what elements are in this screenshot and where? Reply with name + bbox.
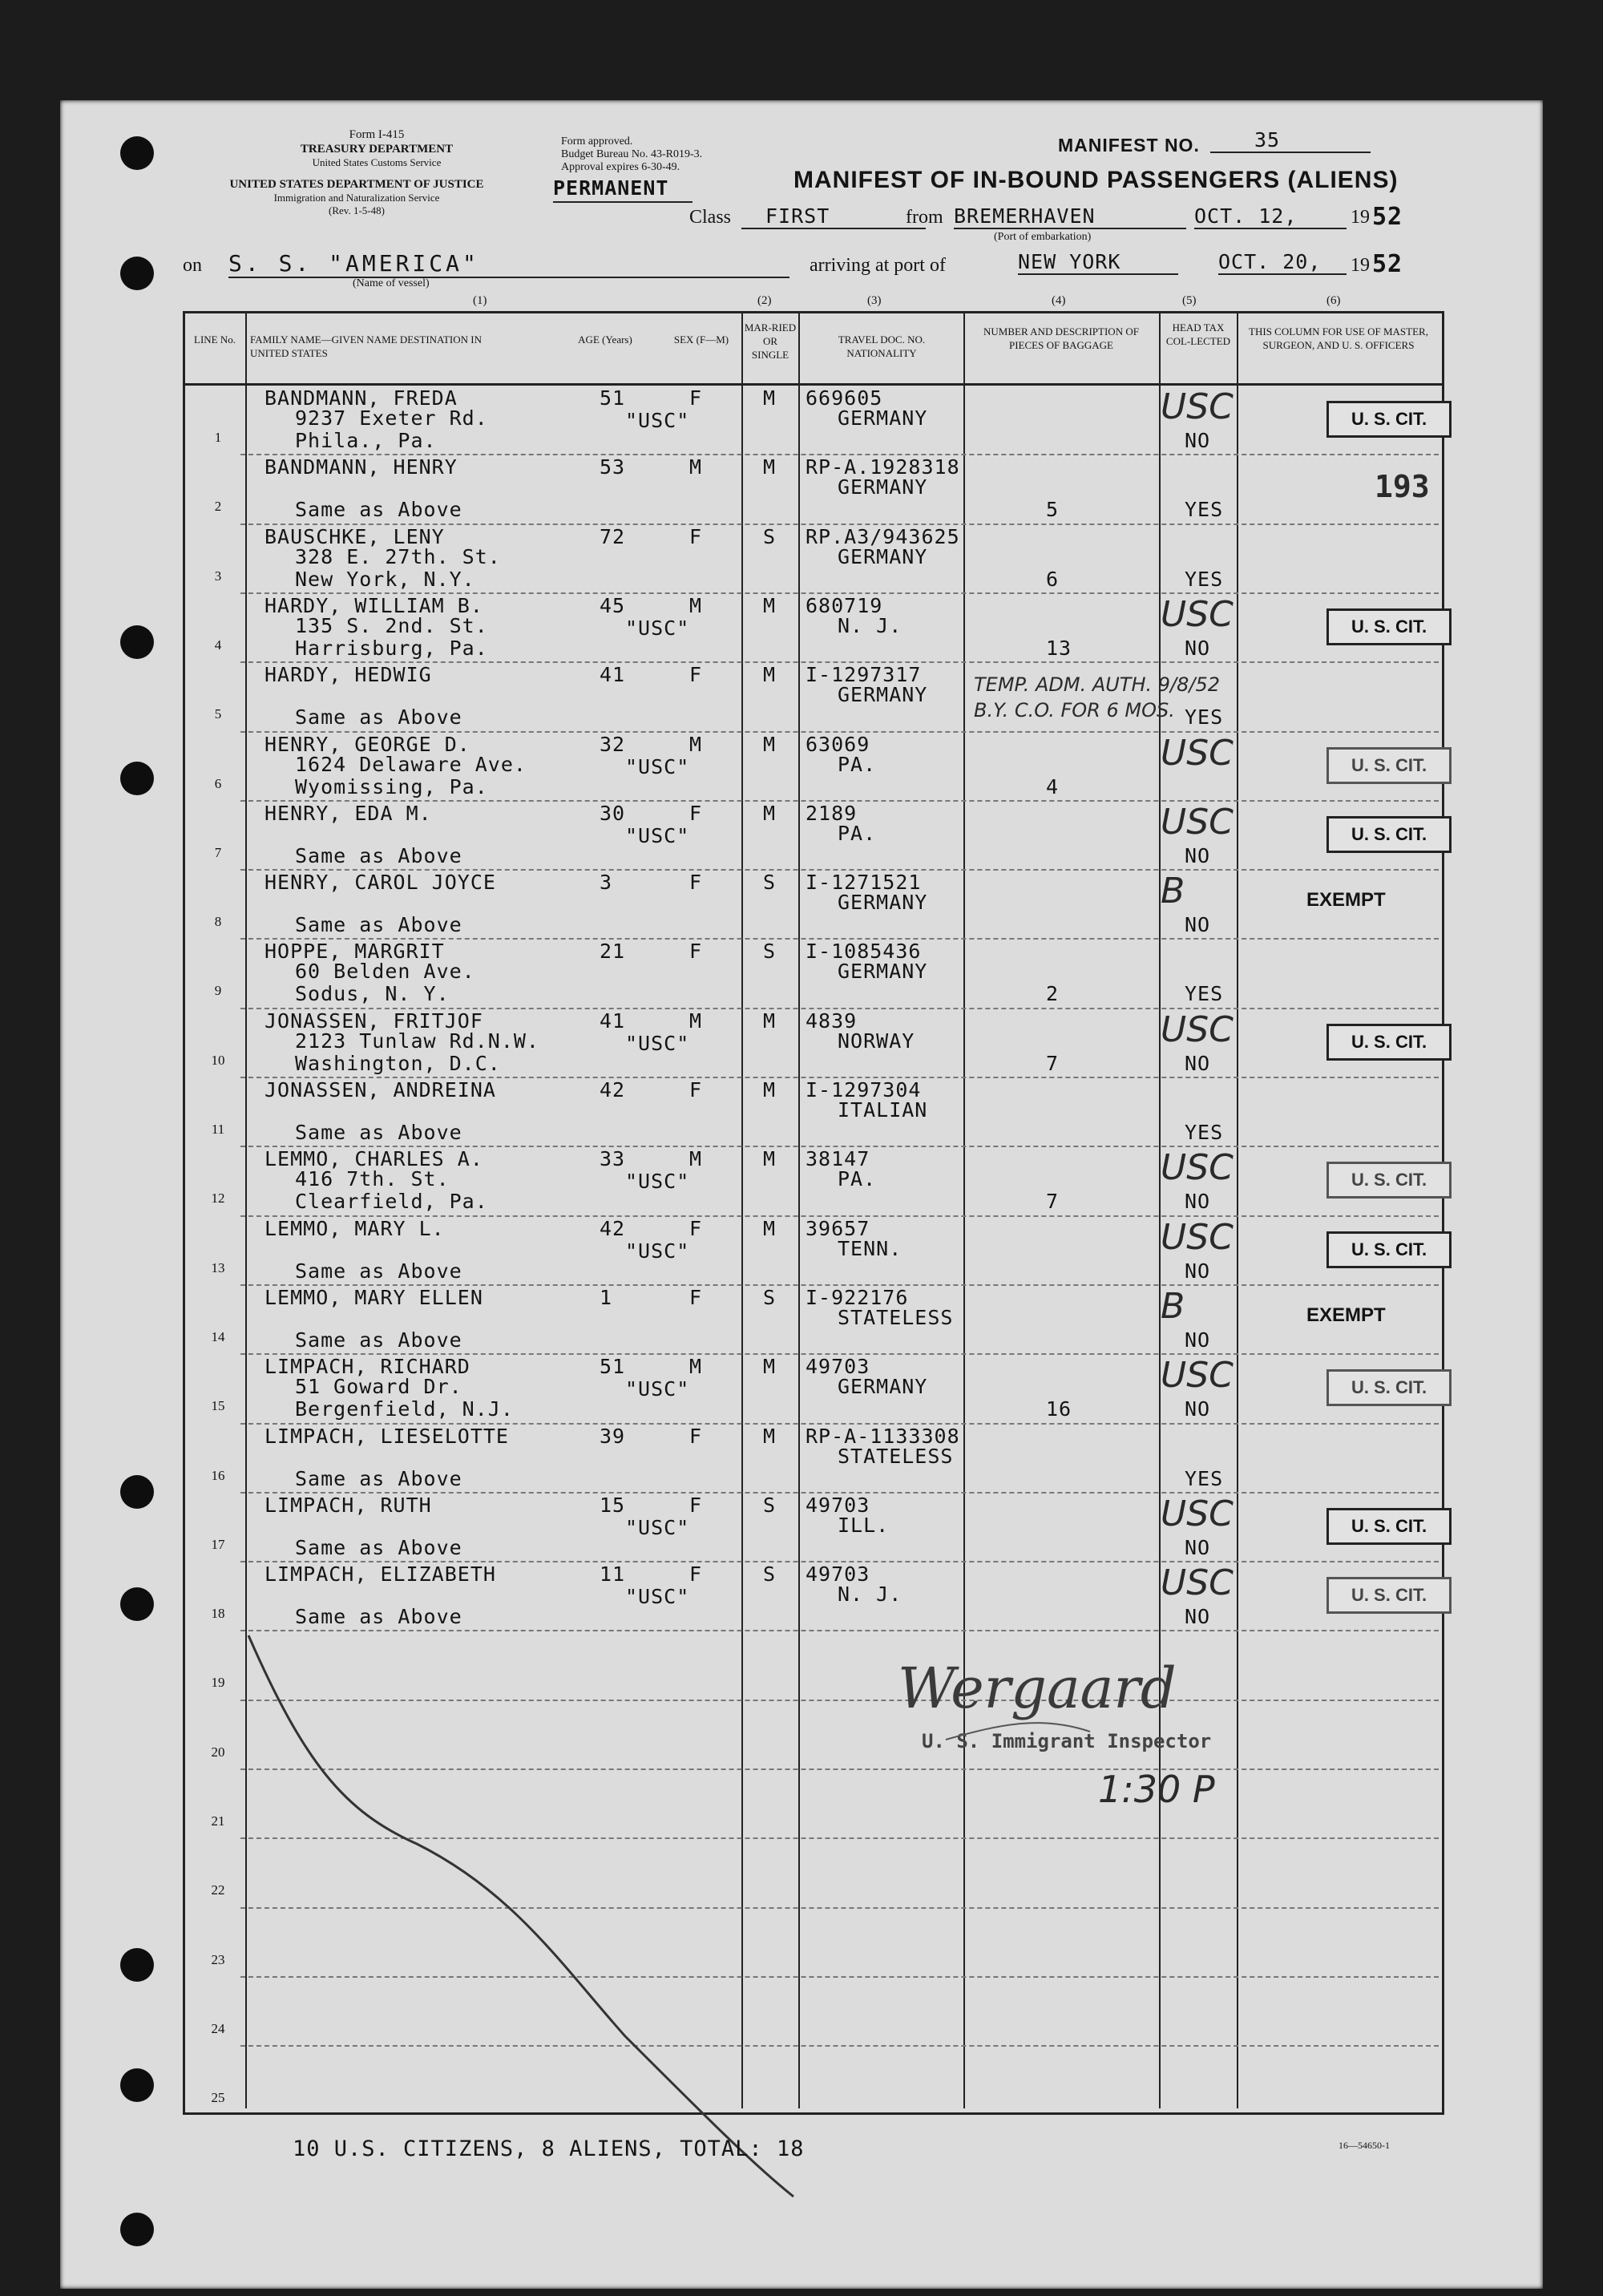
inspector-signature: Wergaard bbox=[898, 1655, 1177, 1721]
passenger-destination: New York, N.Y. bbox=[295, 567, 475, 591]
manifest-number-value: 35 bbox=[1254, 128, 1281, 152]
head-tax: NO bbox=[1185, 1535, 1211, 1559]
passenger-age: 15 bbox=[600, 1493, 626, 1517]
usc-marker: "USC" bbox=[625, 1515, 690, 1539]
passenger-sex: F bbox=[689, 1078, 703, 1102]
line-number: 24 bbox=[211, 2020, 225, 2036]
passenger-destination: Harrisburg, Pa. bbox=[295, 636, 488, 660]
time-note: 1:30 P bbox=[1098, 1768, 1215, 1811]
vessel-name: S. S. "AMERICA" bbox=[228, 250, 789, 278]
passenger-address: 416 7th. St. bbox=[295, 1167, 450, 1191]
us-citizen-stamp: U. S. CIT. bbox=[1326, 401, 1452, 438]
passenger-address: 328 E. 27th. St. bbox=[295, 544, 501, 568]
usc-marker: "USC" bbox=[625, 823, 690, 847]
passenger-address: 60 Belden Ave. bbox=[295, 960, 475, 984]
nationality: GERMANY bbox=[838, 891, 928, 915]
handwritten-mark: USC bbox=[1161, 732, 1234, 774]
line-number: 19 bbox=[211, 1675, 225, 1691]
col-num-6: (6) bbox=[1326, 294, 1341, 307]
passenger-destination: Same as Above bbox=[295, 1328, 462, 1352]
class-value: FIRST bbox=[741, 204, 926, 229]
passenger-destination: Same as Above bbox=[295, 1259, 462, 1283]
line-number: 4 bbox=[214, 637, 222, 653]
handwritten-mark: USC bbox=[1161, 1493, 1234, 1534]
nationality: GERMANY bbox=[838, 683, 928, 707]
baggage-count: 6 bbox=[1046, 567, 1060, 591]
travel-doc-number: 2189 bbox=[806, 801, 858, 825]
marital-status: M bbox=[763, 1147, 777, 1171]
passenger-age: 51 bbox=[600, 1355, 626, 1379]
col-num-5: (5) bbox=[1182, 294, 1197, 307]
header-age: AGE (Years) bbox=[578, 333, 632, 346]
baggage-count: 4 bbox=[1046, 774, 1060, 798]
head-tax: NO bbox=[1185, 1328, 1211, 1352]
passenger-sex: M bbox=[689, 1355, 703, 1379]
vessel-caption: (Name of vessel) bbox=[353, 277, 430, 289]
travel-doc-number: 49703 bbox=[806, 1562, 870, 1587]
travel-doc-number: RP-A.1928318 bbox=[806, 455, 960, 479]
passenger-summary: 10 U.S. CITIZENS, 8 ALIENS, TOTAL: 18 bbox=[293, 2136, 805, 2161]
nationality: GERMANY bbox=[838, 960, 928, 984]
nationality: GERMANY bbox=[838, 544, 928, 568]
passenger-destination: Clearfield, Pa. bbox=[295, 1190, 488, 1214]
nationality: PA. bbox=[838, 1167, 877, 1191]
travel-doc-number: 680719 bbox=[806, 593, 883, 617]
passenger-age: 72 bbox=[600, 524, 626, 548]
passenger-name: LIMPACH, RUTH bbox=[264, 1493, 432, 1517]
passenger-sex: F bbox=[689, 1424, 703, 1448]
passenger-sex: F bbox=[689, 1562, 703, 1587]
baggage-count: 7 bbox=[1046, 1051, 1060, 1075]
passenger-sex: M bbox=[689, 1147, 703, 1171]
marital-status: M bbox=[763, 1355, 777, 1379]
passenger-sex: F bbox=[689, 663, 703, 687]
passenger-destination: Same as Above bbox=[295, 705, 462, 730]
passenger-sex: F bbox=[689, 801, 703, 825]
passenger-sex: M bbox=[689, 593, 703, 617]
ins-service: Immigration and Naturalization Service bbox=[273, 192, 440, 204]
nationality: TENN. bbox=[838, 1236, 902, 1260]
handwritten-mark: USC bbox=[1161, 1216, 1234, 1258]
header-line-no: LINE No. bbox=[194, 333, 236, 346]
passenger-age: 42 bbox=[600, 1216, 626, 1240]
marital-status: M bbox=[763, 663, 777, 687]
passenger-destination: Bergenfield, N.J. bbox=[295, 1397, 514, 1421]
passenger-name: HARDY, WILLIAM B. bbox=[264, 593, 483, 617]
baggage-count: 2 bbox=[1046, 982, 1060, 1006]
justice-dept: UNITED STATES DEPARTMENT OF JUSTICE bbox=[229, 178, 484, 191]
treasury-dept: TREASURY DEPARTMENT bbox=[300, 143, 454, 156]
line-number: 10 bbox=[211, 1052, 225, 1068]
line-number: 11 bbox=[211, 1122, 225, 1137]
handwritten-mark: USC bbox=[1161, 1147, 1234, 1189]
passenger-address: 1624 Delaware Ave. bbox=[295, 752, 527, 776]
col-num-1: (1) bbox=[473, 294, 487, 307]
marital-status: M bbox=[763, 1216, 777, 1240]
marital-status: S bbox=[763, 1493, 777, 1517]
from-label: from bbox=[906, 207, 943, 228]
passenger-address: 51 Goward Dr. bbox=[295, 1375, 462, 1399]
passenger-age: 32 bbox=[600, 732, 626, 756]
passenger-name: HENRY, CAROL JOYCE bbox=[264, 871, 496, 895]
travel-doc-number: RP-A-1133308 bbox=[806, 1424, 960, 1448]
passenger-age: 33 bbox=[600, 1147, 626, 1171]
baggage-count: 16 bbox=[1046, 1397, 1072, 1421]
us-citizen-stamp: U. S. CIT. bbox=[1326, 816, 1452, 853]
travel-doc-number: RP.A3/943625 bbox=[806, 524, 960, 548]
depart-year: 52 bbox=[1372, 203, 1403, 231]
passenger-address: 9237 Exeter Rd. bbox=[295, 406, 488, 430]
travel-doc-number: 49703 bbox=[806, 1355, 870, 1379]
marital-status: S bbox=[763, 940, 777, 964]
head-tax: NO bbox=[1185, 1397, 1211, 1421]
header-married: MAR-RIED OR SINGLE bbox=[744, 321, 797, 361]
col-num-4: (4) bbox=[1052, 294, 1066, 307]
passenger-age: 53 bbox=[600, 455, 626, 479]
us-citizen-stamp: U. S. CIT. bbox=[1326, 1024, 1452, 1061]
handwritten-mark: USC bbox=[1161, 1562, 1234, 1604]
passenger-age: 3 bbox=[600, 871, 613, 895]
head-tax: YES bbox=[1185, 1466, 1224, 1490]
header-name: FAMILY NAME—GIVEN NAME DESTINATION IN UNITED STATES bbox=[250, 333, 483, 359]
line-number: 21 bbox=[211, 1813, 225, 1829]
passenger-age: 51 bbox=[600, 386, 626, 410]
travel-doc-number: 39657 bbox=[806, 1216, 870, 1240]
depart-date: OCT. 12, bbox=[1194, 204, 1347, 229]
usc-marker: "USC" bbox=[625, 409, 690, 432]
head-tax: NO bbox=[1185, 843, 1211, 867]
passenger-name: LEMMO, MARY L. bbox=[264, 1216, 445, 1240]
class-label: Class bbox=[689, 207, 732, 228]
line-number: 20 bbox=[211, 1744, 225, 1760]
head-tax: YES bbox=[1185, 1121, 1224, 1144]
exempt-stamp: EXEMPT bbox=[1306, 1304, 1386, 1326]
nationality: PA. bbox=[838, 821, 877, 845]
nationality: N. J. bbox=[838, 613, 902, 637]
line-number: 15 bbox=[211, 1398, 225, 1414]
passenger-destination: Sodus, N. Y. bbox=[295, 982, 450, 1006]
marital-status: S bbox=[763, 1285, 777, 1309]
usc-marker: "USC" bbox=[625, 1377, 690, 1401]
nationality: GERMANY bbox=[838, 406, 928, 430]
manifest-no-label: MANIFEST NO. bbox=[1058, 135, 1200, 156]
passenger-sex: F bbox=[689, 940, 703, 964]
line-number: 8 bbox=[214, 914, 222, 930]
passenger-name: HENRY, GEORGE D. bbox=[264, 732, 470, 756]
passenger-name: HOPPE, MARGRIT bbox=[264, 940, 445, 964]
approval-line-1: Form approved. bbox=[561, 135, 633, 148]
travel-doc-number: 669605 bbox=[806, 386, 883, 410]
marital-status: M bbox=[763, 732, 777, 756]
head-tax: YES bbox=[1185, 498, 1224, 522]
passenger-name: LIMPACH, RICHARD bbox=[264, 1355, 470, 1379]
head-tax: NO bbox=[1185, 913, 1211, 937]
passenger-destination: Same as Above bbox=[295, 1121, 462, 1144]
us-citizen-stamp: U. S. CIT. bbox=[1326, 1231, 1452, 1268]
handwritten-mark: B bbox=[1161, 1285, 1185, 1327]
line-number: 14 bbox=[211, 1328, 225, 1344]
col-num-3: (3) bbox=[867, 294, 882, 307]
nationality: N. J. bbox=[838, 1583, 902, 1607]
passenger-destination: Same as Above bbox=[295, 913, 462, 937]
passenger-age: 45 bbox=[600, 593, 626, 617]
passenger-sex: F bbox=[689, 524, 703, 548]
nationality: GERMANY bbox=[838, 475, 928, 499]
travel-doc-number: I-922176 bbox=[806, 1285, 909, 1309]
nationality: NORWAY bbox=[838, 1029, 915, 1053]
arrival-year: 52 bbox=[1372, 250, 1403, 278]
travel-doc-number: I-1271521 bbox=[806, 871, 922, 895]
head-tax: NO bbox=[1185, 429, 1211, 452]
passenger-age: 30 bbox=[600, 801, 626, 825]
marital-status: M bbox=[763, 455, 777, 479]
marital-status: S bbox=[763, 1562, 777, 1587]
passenger-sex: M bbox=[689, 1009, 703, 1033]
embark-caption: (Port of embarkation) bbox=[994, 231, 1092, 243]
travel-doc-number: I-1085436 bbox=[806, 940, 922, 964]
passenger-age: 39 bbox=[600, 1424, 626, 1448]
page-count: 193 bbox=[1375, 469, 1430, 504]
baggage-count: 7 bbox=[1046, 1190, 1060, 1214]
handwritten-mark: USC bbox=[1161, 593, 1234, 635]
handwritten-mark: B bbox=[1161, 871, 1185, 912]
customs-service: United States Customs Service bbox=[312, 156, 442, 168]
usc-marker: "USC" bbox=[625, 1585, 690, 1609]
us-citizen-stamp: U. S. CIT. bbox=[1326, 747, 1452, 784]
us-citizen-stamp: U. S. CIT. bbox=[1326, 1369, 1452, 1406]
handwritten-mark: USC bbox=[1161, 801, 1234, 843]
passenger-name: LIMPACH, ELIZABETH bbox=[264, 1562, 496, 1587]
line-number: 2 bbox=[214, 499, 222, 515]
usc-marker: "USC" bbox=[625, 754, 690, 778]
passenger-age: 41 bbox=[600, 663, 626, 687]
passenger-name: BANDMANN, HENRY bbox=[264, 455, 458, 479]
passenger-sex: M bbox=[689, 732, 703, 756]
line-number: 12 bbox=[211, 1190, 225, 1207]
revision: (Rev. 1-5-48) bbox=[329, 204, 385, 216]
passenger-destination: Washington, D.C. bbox=[295, 1051, 501, 1075]
form-number: Form I-415 bbox=[349, 128, 405, 141]
manifest-title: MANIFEST OF IN-BOUND PASSENGERS (ALIENS) bbox=[793, 167, 1399, 193]
permanent-stamp: PERMANENT bbox=[553, 176, 692, 203]
passenger-name: JONASSEN, ANDREINA bbox=[264, 1078, 496, 1102]
nationality: STATELESS bbox=[838, 1305, 954, 1329]
head-tax: NO bbox=[1185, 1605, 1211, 1629]
line-number: 5 bbox=[214, 706, 222, 722]
head-tax: NO bbox=[1185, 1051, 1211, 1075]
head-tax: NO bbox=[1185, 1190, 1211, 1214]
usc-marker: "USC" bbox=[625, 1170, 690, 1194]
arrival-date: OCT. 20, bbox=[1218, 250, 1347, 275]
exempt-stamp: EXEMPT bbox=[1306, 889, 1386, 912]
passenger-name: HARDY, HEDWIG bbox=[264, 663, 432, 687]
header-travel: TRAVEL DOC. NO. NATIONALITY bbox=[838, 333, 926, 359]
line-number: 7 bbox=[214, 844, 222, 860]
on-label: on bbox=[183, 255, 202, 276]
us-citizen-stamp: U. S. CIT. bbox=[1326, 1508, 1452, 1545]
handwritten-mark: USC bbox=[1161, 1009, 1234, 1050]
passenger-sex: F bbox=[689, 871, 703, 895]
temp-admission-note: TEMP. ADM. AUTH. 9/8/52 bbox=[974, 673, 1221, 696]
passenger-sex: F bbox=[689, 386, 703, 410]
by-co-note: B.Y. C.O. FOR 6 MOS. bbox=[974, 699, 1175, 722]
header-sex: SEX (F—M) bbox=[673, 333, 729, 346]
marital-status: M bbox=[763, 801, 777, 825]
approval-line-3: Approval expires 6-30-49. bbox=[561, 161, 680, 173]
passenger-name: JONASSEN, FRITJOF bbox=[264, 1009, 483, 1033]
arrival-port: NEW YORK bbox=[1018, 250, 1178, 275]
passenger-name: LIMPACH, LIESELOTTE bbox=[264, 1424, 509, 1448]
marital-status: S bbox=[763, 871, 777, 895]
handwritten-mark: USC bbox=[1161, 1355, 1234, 1397]
line-number: 3 bbox=[214, 568, 222, 584]
line-number: 17 bbox=[211, 1536, 225, 1552]
passenger-sex: F bbox=[689, 1216, 703, 1240]
passenger-destination: Wyomissing, Pa. bbox=[295, 774, 488, 798]
arrival-century: 19 bbox=[1351, 255, 1370, 276]
travel-doc-number: 63069 bbox=[806, 732, 870, 756]
passenger-name: BAUSCHKE, LENY bbox=[264, 524, 445, 548]
passenger-age: 11 bbox=[600, 1562, 626, 1587]
baggage-count: 5 bbox=[1046, 498, 1060, 522]
travel-doc-number: 4839 bbox=[806, 1009, 858, 1033]
passenger-name: LEMMO, MARY ELLEN bbox=[264, 1285, 483, 1309]
line-number: 23 bbox=[211, 1951, 225, 1967]
travel-doc-number: I-1297304 bbox=[806, 1078, 922, 1102]
line-number: 13 bbox=[211, 1259, 225, 1275]
usc-marker: "USC" bbox=[625, 1031, 690, 1055]
passenger-destination: Phila., Pa. bbox=[295, 429, 437, 452]
marital-status: M bbox=[763, 1078, 777, 1102]
marital-status: S bbox=[763, 524, 777, 548]
line-number: 22 bbox=[211, 1882, 225, 1898]
line-number: 6 bbox=[214, 775, 222, 791]
passenger-destination: Same as Above bbox=[295, 1605, 462, 1629]
head-tax: NO bbox=[1185, 636, 1211, 660]
col-num-2: (2) bbox=[757, 294, 772, 307]
travel-doc-number: 38147 bbox=[806, 1147, 870, 1171]
passenger-sex: F bbox=[689, 1493, 703, 1517]
header-officers: THIS COLUMN FOR USE OF MASTER, SURGEON, AND U. S. OFFICERS bbox=[1249, 325, 1428, 351]
head-tax: YES bbox=[1185, 982, 1224, 1006]
passenger-address: 135 S. 2nd. St. bbox=[295, 613, 488, 637]
marital-status: M bbox=[763, 593, 777, 617]
header-head-tax: HEAD TAX COL-LECTED bbox=[1165, 321, 1231, 347]
head-tax: YES bbox=[1185, 567, 1224, 591]
usc-marker: "USC" bbox=[625, 616, 690, 640]
passenger-destination: Same as Above bbox=[295, 1466, 462, 1490]
line-number: 18 bbox=[211, 1606, 225, 1622]
passenger-name: HENRY, EDA M. bbox=[264, 801, 432, 825]
header-baggage: NUMBER AND DESCRIPTION OF PIECES OF BAGGAGE bbox=[983, 325, 1139, 351]
line-number: 1 bbox=[214, 430, 222, 445]
marital-status: M bbox=[763, 1009, 777, 1033]
passenger-address: 2123 Tunlaw Rd.N.W. bbox=[295, 1029, 539, 1053]
us-citizen-stamp: U. S. CIT. bbox=[1326, 1162, 1452, 1199]
form-code: 16—54650-1 bbox=[1339, 2140, 1390, 2151]
us-citizen-stamp: U. S. CIT. bbox=[1326, 608, 1452, 645]
nationality: STATELESS bbox=[838, 1444, 954, 1468]
line-number: 9 bbox=[214, 983, 222, 999]
nationality: GERMANY bbox=[838, 1375, 928, 1399]
nationality: ILL. bbox=[838, 1513, 890, 1537]
us-citizen-stamp: U. S. CIT. bbox=[1326, 1577, 1452, 1614]
passenger-destination: Same as Above bbox=[295, 843, 462, 867]
travel-doc-number: 49703 bbox=[806, 1493, 870, 1517]
arriving-label: arriving at port of bbox=[810, 255, 946, 276]
passenger-name: LEMMO, CHARLES A. bbox=[264, 1147, 483, 1171]
line-number: 25 bbox=[211, 2090, 225, 2106]
passenger-name: BANDMANN, FREDA bbox=[264, 386, 458, 410]
passenger-age: 21 bbox=[600, 940, 626, 964]
line-number: 16 bbox=[211, 1467, 225, 1483]
head-tax: NO bbox=[1185, 1259, 1211, 1283]
approval-line-2: Budget Bureau No. 43-R019-3. bbox=[561, 148, 703, 160]
passenger-sex: M bbox=[689, 455, 703, 479]
passenger-age: 1 bbox=[600, 1285, 613, 1309]
inspector-title: U. S. Immigrant Inspector bbox=[922, 1730, 1212, 1752]
passenger-age: 42 bbox=[600, 1078, 626, 1102]
baggage-count: 13 bbox=[1046, 636, 1072, 660]
head-tax: YES bbox=[1185, 705, 1224, 730]
nationality: PA. bbox=[838, 752, 877, 776]
passenger-destination: Same as Above bbox=[295, 498, 462, 522]
passenger-destination: Same as Above bbox=[295, 1535, 462, 1559]
usc-marker: "USC" bbox=[625, 1239, 690, 1263]
handwritten-mark: USC bbox=[1161, 386, 1234, 427]
embark-port: BREMERHAVEN bbox=[954, 204, 1186, 229]
nationality: ITALIAN bbox=[838, 1098, 928, 1122]
marital-status: M bbox=[763, 1424, 777, 1448]
passenger-sex: F bbox=[689, 1285, 703, 1309]
travel-doc-number: I-1297317 bbox=[806, 663, 922, 687]
passenger-age: 41 bbox=[600, 1009, 626, 1033]
marital-status: M bbox=[763, 386, 777, 410]
depart-century: 19 bbox=[1351, 207, 1370, 228]
